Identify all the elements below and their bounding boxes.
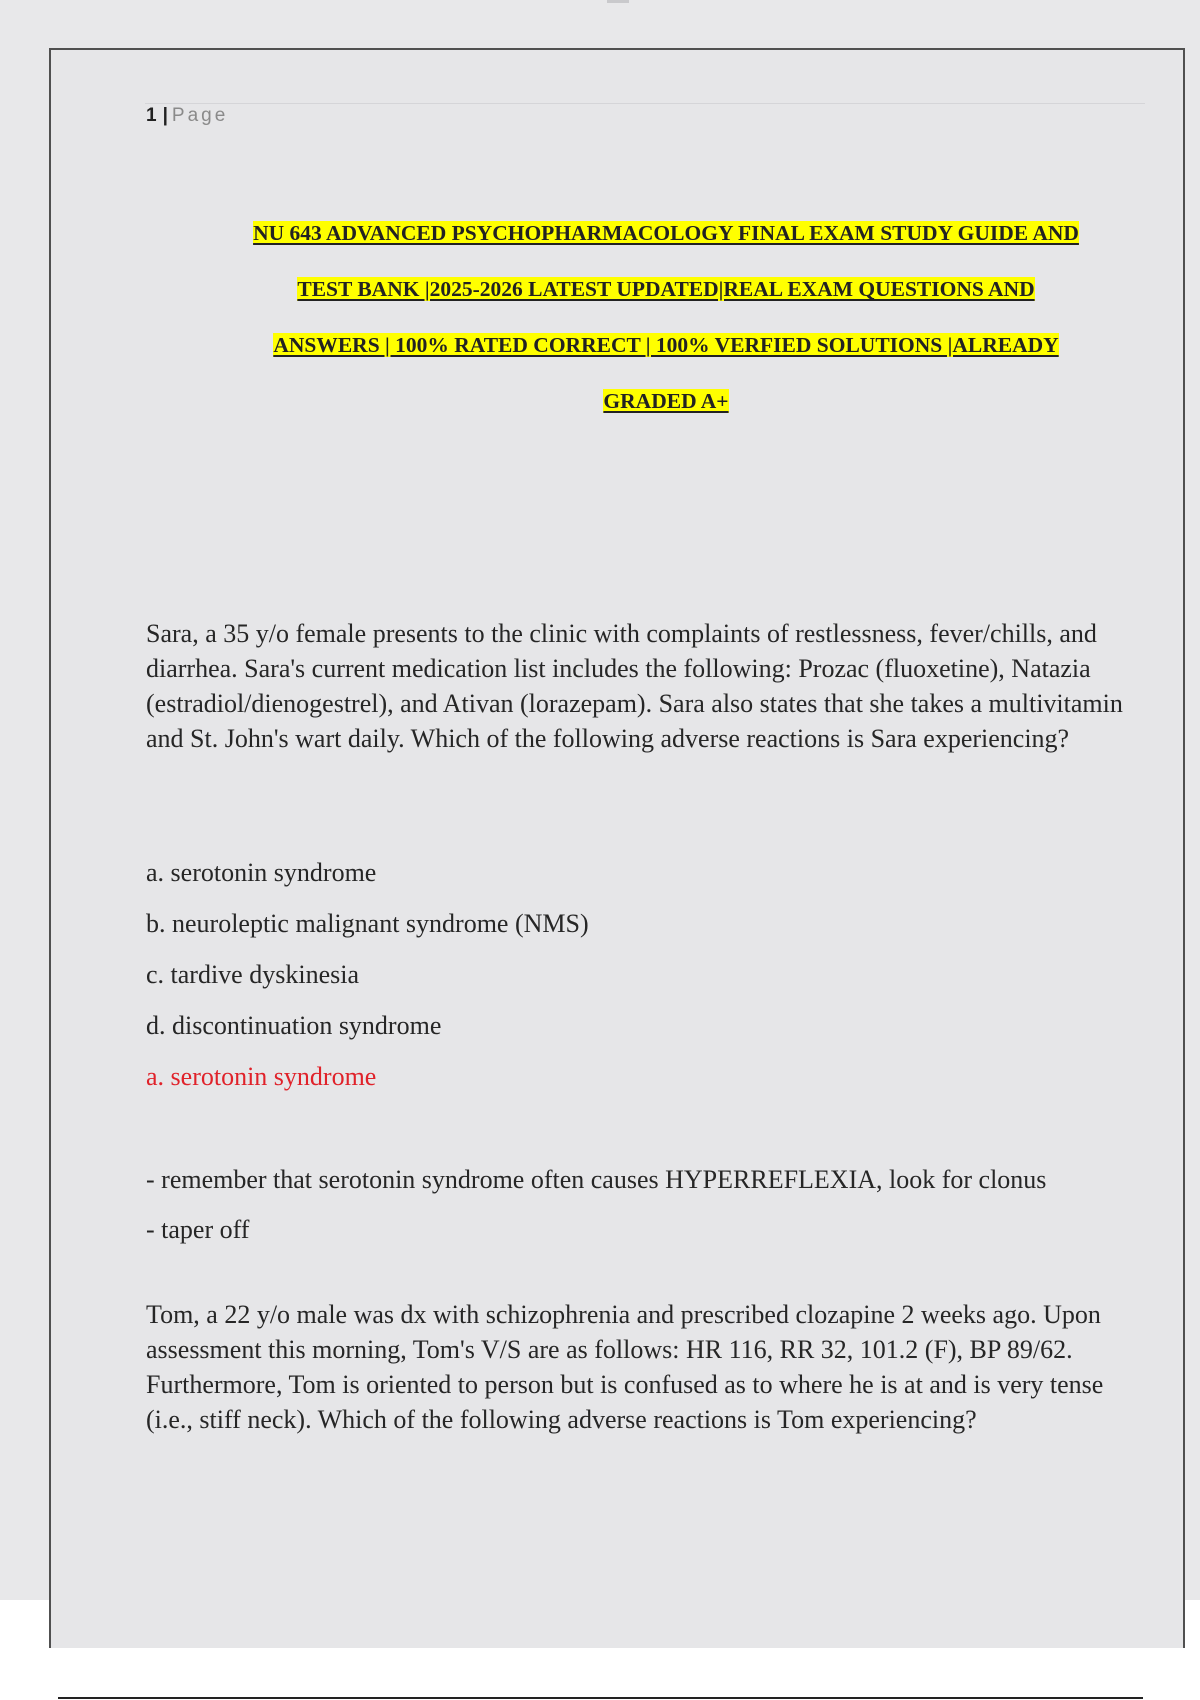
title-line-text: GRADED A+ — [603, 389, 729, 413]
option-b: b. neuroleptic malignant syndrome (NMS) — [146, 909, 589, 938]
page-number: 1 — [146, 105, 157, 126]
question-1-text: Sara, a 35 y/o female presents to the clinic with complaints of restlessness, fever/chills, and diarrhea. Sara's current medication list includes the following: Prozac (fluoxetine), Natazia (estradiol/dienogestrel), and Ativan (lorazepam). Sara also states that she takes a multivitamin and St. John's wart daily. Which of the following adverse reactions is Sara experiencing? — [146, 619, 1123, 753]
question-1-notes — [146, 1162, 1106, 1262]
note-item: - taper off — [146, 1215, 250, 1244]
scroll-indicator — [607, 0, 629, 3]
document-title — [111, 205, 1200, 429]
title-line-text: NU 643 ADVANCED PSYCHOPHARMACOLOGY FINAL EXAM STUDY GUIDE AND — [253, 221, 1079, 245]
answer-text: a. serotonin syndrome — [146, 1062, 377, 1091]
title-line — [111, 317, 1200, 373]
document-page — [49, 48, 1185, 1648]
page-number-separator: | — [162, 105, 168, 126]
title-line-text: TEST BANK |2025-2026 LATEST UPDATED|REAL EXAM QUESTIONS AND — [297, 277, 1035, 301]
title-line — [111, 261, 1200, 317]
page-number-header — [146, 105, 228, 127]
title-line — [111, 205, 1200, 261]
title-line-text: ANSWERS | 100% RATED CORRECT | 100% VERFIED SOLUTIONS |ALREADY — [273, 333, 1059, 357]
title-line — [111, 373, 1200, 429]
option-a: a. serotonin syndrome — [146, 858, 377, 887]
note-item: - remember that serotonin syndrome often causes HYPERREFLEXIA, look for clonus — [146, 1165, 1047, 1194]
bottom-divider — [58, 1697, 1143, 1699]
question-1-options — [146, 855, 589, 1110]
question-2-text: Tom, a 22 y/o male was dx with schizophrenia and prescribed clozapine 2 weeks ago. Upon assessment this morning, Tom's V/S are as follows: HR 116, RR 32, 101.2 (F), BP 89/62. Furthermore, Tom is oriented to person but is confused as to where he is at and is very tense (i.e., stiff neck). Which of the following adverse reactions is Tom experiencing? — [146, 1300, 1104, 1434]
option-d: d. discontinuation syndrome — [146, 1011, 442, 1040]
option-c: c. tardive dyskinesia — [146, 960, 359, 989]
page-label: Page — [171, 105, 229, 126]
header-divider — [145, 103, 1145, 104]
